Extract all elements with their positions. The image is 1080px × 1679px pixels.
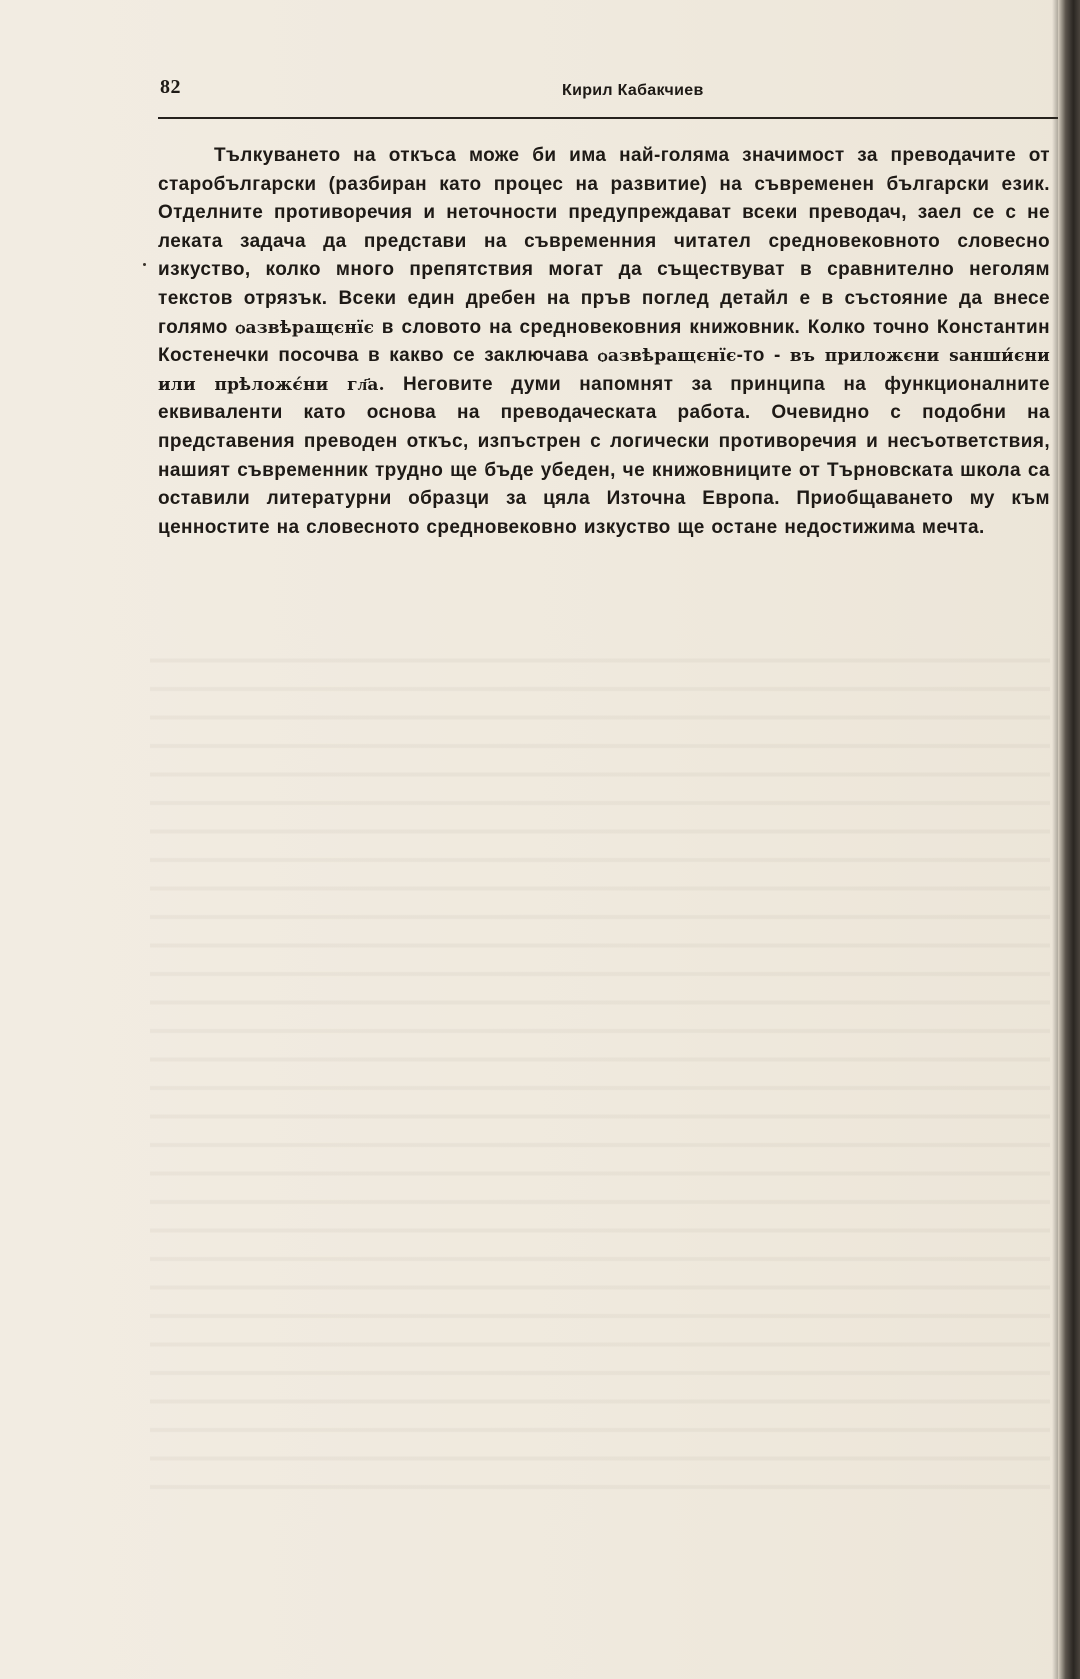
margin-speck	[143, 263, 146, 266]
running-head-author: Кирил Кабакчиев	[562, 82, 704, 99]
body-text-segment: в словото на средновековния книжовник. Колко точно Константин Костенечки посочва в какво се заключава	[158, 316, 1050, 367]
old-bulgarian-quote: въ приложєни ѕанши́єни или прѣложє́ни гл҃а.	[158, 346, 1050, 395]
book-spine	[1058, 0, 1080, 1679]
header-rule	[158, 117, 1058, 119]
old-bulgarian-term: ѻазвѣращєнїє	[597, 346, 737, 367]
body-text-segment: Неговите думи напомнят за принципа на функционалните еквиваленти като основа на преводаческата работа. Очевидно с подобни на представения преводен откъс, изпъстрен с логически противоречия и несъответствия, нашият съвременник трудно ще бъде убеден, че книжовниците от Търновската школа са оставили литературни образци за цяла Източна Европа. Приобщаването му към ценностите на словесното средновековно изкуство ще остане недостижима мечта.	[158, 373, 1050, 538]
body-paragraph	[158, 142, 1050, 542]
body-text-segment: -то -	[736, 345, 790, 367]
bleed-through-texture	[150, 640, 1050, 1510]
page-number: 82	[160, 76, 181, 98]
old-bulgarian-term: ѻазвѣращєнїє	[235, 317, 375, 338]
body-text-segment: Тълкуването на откъса може би има най-голяма значимост за преводачите от старобългарски (разбиран като процес на развитие) на съвременен български език. Отделните противоречия и неточности предупреждават всеки преводач, заел се с не леката задача да представи на съвременния читател средновековното словесно изкуство, колко много препятствия могат да съществуват в сравнително неголям текстов отрязък. Всеки един дребен на пръв поглед детайл е в състояние да внесе голямо	[158, 145, 1050, 338]
